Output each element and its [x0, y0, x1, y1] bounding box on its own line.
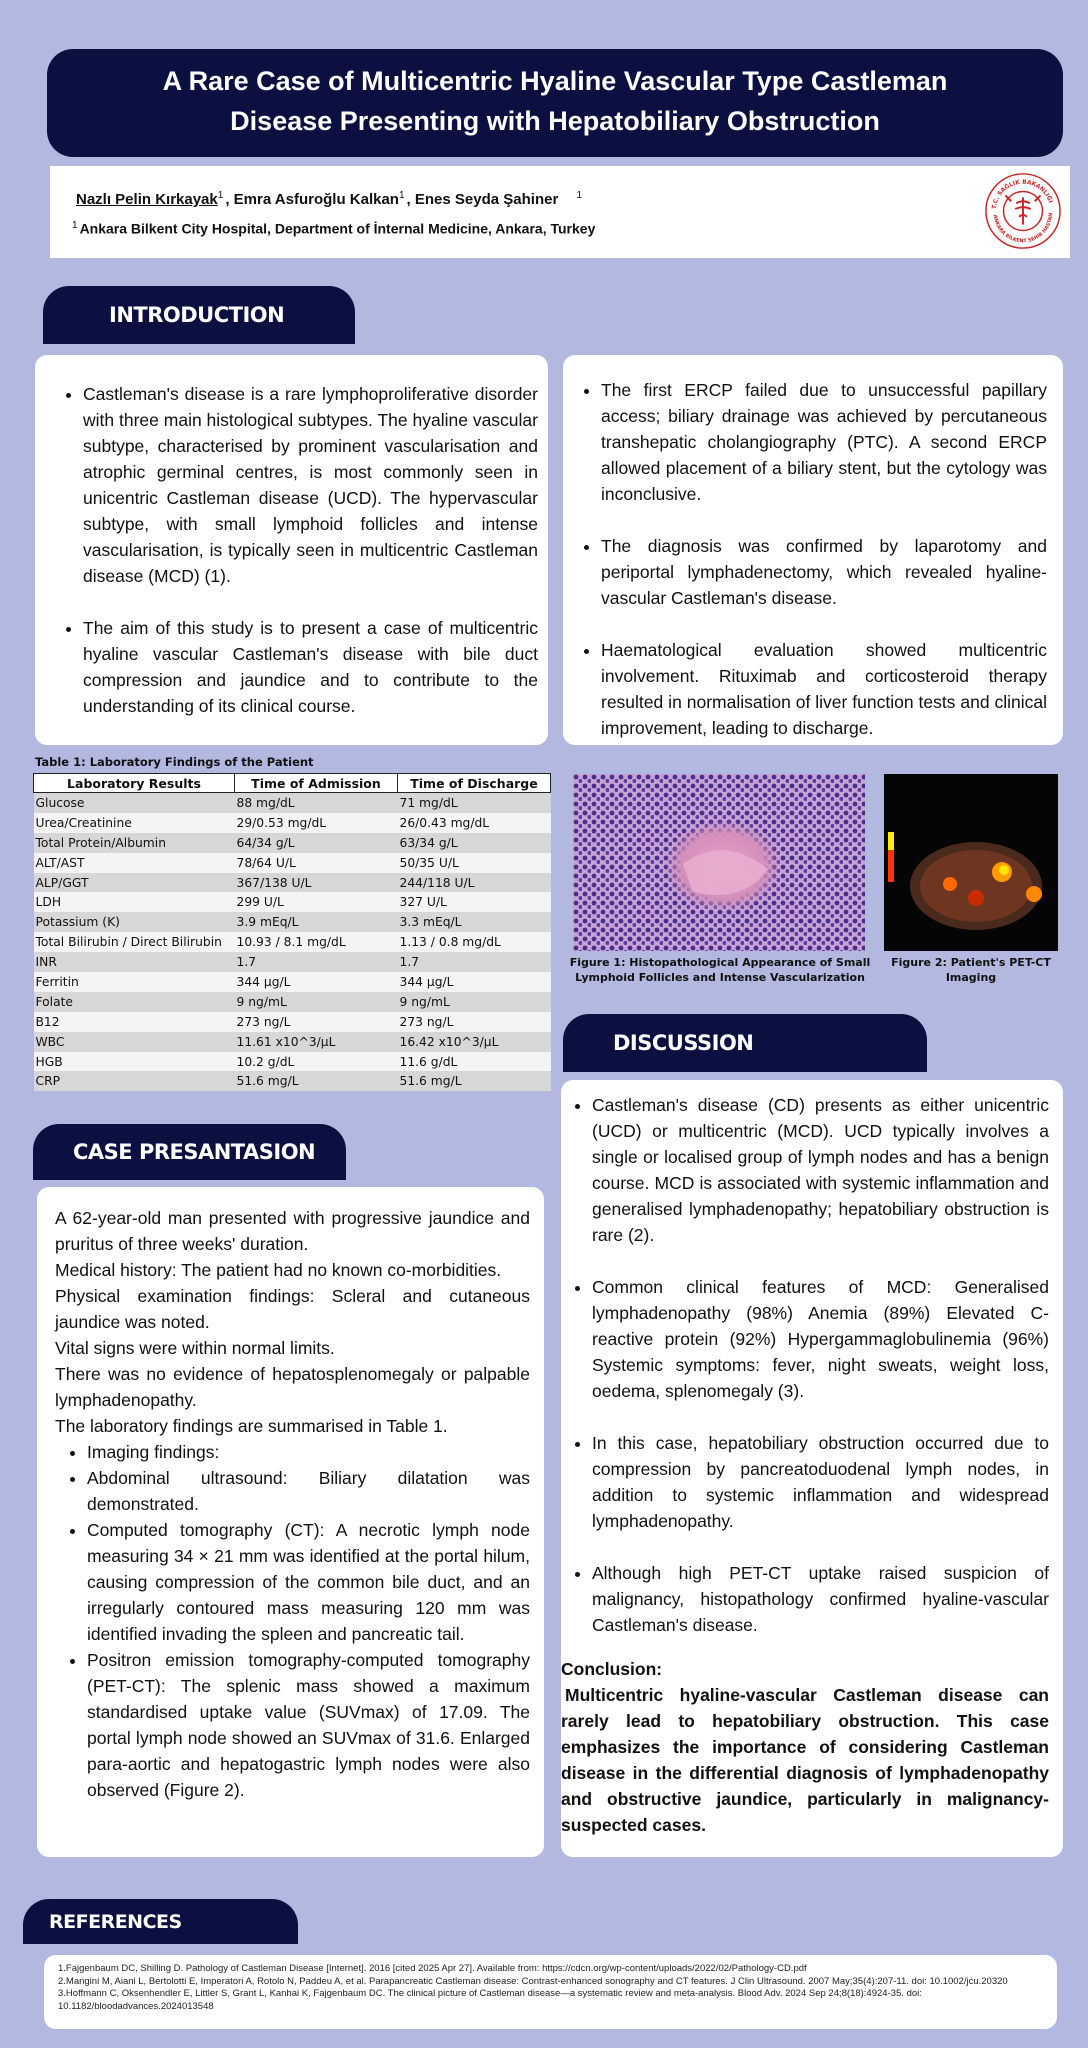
logo-text-bottom: ANKARA BİLKENT ŞEHİR HASTAN: [991, 212, 1055, 245]
table-cell: 10.93 / 8.1 mg/dL: [235, 932, 398, 952]
introduction-heading: INTRODUCTION: [43, 286, 355, 344]
table-cell: 1.7: [235, 952, 398, 972]
case-bullet-4: • Positron emission tomography-computed tomography (PET-CT): The splenic mass showed a maximum standardised uptake value (SUVmax) of 17.09. The portal lymph node showed an SUVmax of 31.6. Enlarged para-aortic and hepatogastric lymph nodes were also observed (Figure 2).: [87, 1647, 530, 1803]
references-heading: REFERENCES: [23, 1899, 298, 1944]
table-cell: 244/118 U/L: [398, 873, 551, 893]
table-row: [34, 972, 551, 992]
table-cell: 78/64 U/L: [235, 853, 398, 873]
table-cell: 26/0.43 mg/dL: [398, 813, 551, 833]
table-caption: Table 1: Laboratory Findings of the Patient: [35, 755, 314, 769]
table-cell: 344 µg/L: [235, 972, 398, 992]
affiliation: $^1$ Ankara Bilkent City Hospital, Department of İnternal Medicine, Ankara, Turkey: [72, 220, 596, 237]
case-line-5: There was no evidence of hepatosplenomegaly or palpable lymphadenopathy.: [55, 1364, 530, 1410]
table-cell: 16.42 x10^3/µL: [398, 1032, 551, 1052]
table-row: [34, 992, 551, 1012]
table-row: [34, 853, 551, 873]
table-cell: 9 ng/mL: [235, 992, 398, 1012]
case-line-1: A 62-year-old man presented with progressive jaundice and pruritus of three weeks' duration.: [55, 1208, 530, 1254]
table-cell: 1.7: [398, 952, 551, 972]
discussion-bullet-2: • Common clinical features of MCD: Generalised lymphadenopathy (98%) Anemia (89%) Elevated C-reactive protein (92%) Hypergammaglobulinemia (96%) Systemic symptoms: fever, night sweats, weight loss, oedema, splenomegaly (3).: [592, 1274, 1049, 1404]
table-row: [34, 952, 551, 972]
table-cell: ALP/GGT: [34, 873, 235, 893]
table-cell: CRP: [34, 1071, 235, 1091]
table-cell: Potassium (K): [34, 912, 235, 932]
figure-1-image: [573, 774, 865, 951]
intro-bullet-1: • Castleman's disease is a rare lymphoproliferative disorder with three main histological subtypes. The hyaline vascular subtype, characterised by prominent vascularisation and atrophic germinal centres, is most commonly seen in unicentric Castleman disease (UCD). The hypervascular subtype, with small lymphoid follicles and intense vascularisation, is typically seen in multicentric Castleman disease (MCD) (1).: [83, 381, 538, 589]
case-text: [55, 1205, 530, 1803]
table-cell: 88 mg/dL: [235, 793, 398, 813]
course-bullet-2: • The diagnosis was confirmed by laparotomy and periportal lymphadenectomy, which revealed hyaline-vascular Castleman's disease.: [601, 533, 1047, 611]
table-cell: HGB: [34, 1052, 235, 1072]
table-row: [34, 1032, 551, 1052]
table-row: [34, 873, 551, 893]
author-list: Nazlı Pelin Kırkayak$^1$ , Emra Asfuroğlu Kalkan$^1$ , Enes Seyda Şahiner $^1$: [76, 190, 583, 208]
figure-2-image: [884, 774, 1058, 951]
lab-findings-table: [33, 773, 551, 1091]
table-row: [34, 813, 551, 833]
conclusion: [561, 1656, 1049, 1838]
table-row: [34, 833, 551, 853]
case-line-6: The laboratory findings are summarised in Table 1.: [55, 1416, 448, 1436]
title-line-1: A Rare Case of Multicentric Hyaline Vascular Type Castleman: [162, 66, 948, 96]
case-bullet-2: • Abdominal ultrasound: Biliary dilatation was demonstrated.: [87, 1465, 530, 1517]
figure-2-caption: Figure 2: Patient's PET-CT Imaging: [891, 956, 1051, 984]
case-heading: CASE PRESANTASION: [33, 1124, 346, 1180]
references-card: [44, 1955, 1057, 2029]
logo-text-top: T.C. SAĞLIK BAKANLIĞI: [991, 179, 1053, 210]
discussion-heading: DISCUSSION: [563, 1014, 927, 1072]
author-1: Nazlı Pelin Kırkayak: [76, 191, 218, 208]
reference-3: 3.Hoffmann C, Oksenhendler E, Littler S, Grant L, Kanhai K, Fajgenbaum DC. The clinical picture of Castleman disease—a systematic review and meta-analysis. Blood Adv. 2024 Sep 24;8(18):4924-35. doi: 10.1182/bloodadvances.2024013548: [58, 1988, 922, 2012]
table-cell: 1.13 / 0.8 mg/dL: [398, 932, 551, 952]
table-cell: 273 ng/L: [398, 1012, 551, 1032]
case-line-2: Medical history: The patient had no known co-morbidities.: [55, 1260, 502, 1280]
case-line-4: Vital signs were within normal limits.: [55, 1338, 335, 1358]
table-row: [34, 1071, 551, 1091]
table-cell: WBC: [34, 1032, 235, 1052]
poster-title: [47, 49, 1063, 157]
introduction-card: [35, 355, 548, 745]
table-cell: INR: [34, 952, 235, 972]
author-3: Enes Seyda Şahiner: [414, 191, 559, 208]
clinical-course-card: [563, 355, 1063, 745]
course-bullet-3: • Haematological evaluation showed multicentric involvement. Rituximab and corticosteroid therapy resulted in normalisation of liver function tests and clinical improvement, leading to discharge.: [601, 637, 1047, 741]
figure-1-caption: Figure 1: Histopathological Appearance of Small Lymphoid Follicles and Intense Vascularization: [569, 956, 871, 984]
table-cell: B12: [34, 1012, 235, 1032]
table-cell: ALT/AST: [34, 853, 235, 873]
table-cell: 29/0.53 mg/dL: [235, 813, 398, 833]
table-cell: 3.3 mEq/L: [398, 912, 551, 932]
table-cell: 273 ng/L: [235, 1012, 398, 1032]
table-cell: 367/138 U/L: [235, 873, 398, 893]
table-row: [34, 892, 551, 912]
conclusion-label: Conclusion:: [561, 1659, 663, 1679]
table-cell: Total Protein/Albumin: [34, 833, 235, 853]
table-cell: Urea/Creatinine: [34, 813, 235, 833]
reference-2: 2.Mangini M, Aiani L, Bertolotti E, Imperatori A, Rotolo N, Paddeu A, et al. Parapancreatic Castleman disease: Contrast-enhanced sonography and CT features. J Clin Ultrasound. 2007 May;35(4):207-11. doi: 10.1002/jcu.20320: [58, 1975, 1008, 1987]
discussion-bullet-4: • Although high PET-CT uptake raised suspicion of malignancy, histopathology confirmed hyaline-vascular Castleman's disease.: [592, 1560, 1049, 1638]
table-cell: 51.6 mg/L: [398, 1071, 551, 1091]
intro-bullet-2: • The aim of this study is to present a case of multicentric hyaline vascular Castleman's disease with bile duct compression and jaundice and to contribute to the understanding of its clinical course.: [83, 615, 538, 719]
table-cell: 64/34 g/L: [235, 833, 398, 853]
pet-ct-image: [884, 774, 1058, 951]
table-cell: Total Bilirubin / Direct Bilirubin: [34, 932, 235, 952]
table-cell: 11.61 x10^3/µL: [235, 1032, 398, 1052]
table-cell: 10.2 g/dL: [235, 1052, 398, 1072]
table-cell: 63/34 g/L: [398, 833, 551, 853]
discussion-bullet-3: • In this case, hepatobiliary obstruction occurred due to compression by pancreatoduodenal lymph nodes, in addition to systemic inflammation and widespread lymphadenopathy.: [592, 1430, 1049, 1534]
author-2: Emra Asfuroğlu Kalkan: [233, 191, 399, 208]
table-header-discharge: Time of Discharge: [398, 774, 551, 793]
case-bullet-1: • Imaging findings:: [87, 1439, 530, 1465]
reference-1: 1.Fajgenbaum DC, Shilling D. Pathology of Castleman Disease [Internet]. 2016 [cited 2025 Apr 27]. Available from: https://cdcn.org/wp-content/uploads/2022/02/Pathology-CD.pdf: [58, 1963, 807, 1974]
table-cell: 299 U/L: [235, 892, 398, 912]
histopathology-image: [573, 774, 865, 951]
case-card: [37, 1187, 544, 1857]
table-header-test: Laboratory Results: [34, 774, 235, 793]
case-bullet-3: • Computed tomography (CT): A necrotic lymph node measuring 34 × 21 mm was identified at the portal hilum, causing compression of the common bile duct, and an irregularly contoured mass measuring 120 mm was identified invading the spleen and pancreatic tail.: [87, 1517, 530, 1647]
table-row: [34, 793, 551, 813]
table-cell: 51.6 mg/L: [235, 1071, 398, 1091]
table-cell: 71 mg/dL: [398, 793, 551, 813]
table-cell: 3.9 mEq/L: [235, 912, 398, 932]
table-cell: Folate: [34, 992, 235, 1012]
table-cell: 327 U/L: [398, 892, 551, 912]
course-bullet-1: • The first ERCP failed due to unsuccessful papillary access; biliary drainage was achieved by percutaneous transhepatic cholangiography (PTC). A second ERCP allowed placement of a biliary stent, but the cytology was inconclusive.: [601, 377, 1047, 507]
table-cell: 50/35 U/L: [398, 853, 551, 873]
table-header-admission: Time of Admission: [235, 774, 398, 793]
table-cell: 11.6 g/dL: [398, 1052, 551, 1072]
hospital-logo: [984, 172, 1062, 250]
case-line-3: Physical examination findings: Scleral and cutaneous jaundice was noted.: [55, 1286, 530, 1332]
title-line-2: Disease Presenting with Hepatobiliary Obstruction: [230, 106, 880, 136]
discussion-bullet-1: • Castleman's disease (CD) presents as either unicentric (UCD) or multicentric (MCD). UCD typically involves a single or localised group of lymph nodes and has a benign course. MCD is associated with systemic inflammation and generalised lymphadenopathy; hepatobiliary obstruction is rare (2).: [592, 1092, 1049, 1248]
table-cell: 344 µg/L: [398, 972, 551, 992]
author-bar: [50, 166, 1070, 258]
table-cell: LDH: [34, 892, 235, 912]
table-cell: 9 ng/mL: [398, 992, 551, 1012]
table-cell: Ferritin: [34, 972, 235, 992]
table-row: [34, 912, 551, 932]
table-row: [34, 1052, 551, 1072]
discussion-card: [561, 1080, 1063, 1857]
conclusion-text: Multicentric hyaline-vascular Castleman disease can rarely lead to hepatobiliary obstruction. This case emphasizes the importance of considering Castleman disease in the differential diagnosis of lymphadenopathy and obstructive jaundice, particularly in malignancy-suspected cases.: [561, 1685, 1049, 1835]
table-row: [34, 1012, 551, 1032]
table-cell: Glucose: [34, 793, 235, 813]
table-row: [34, 932, 551, 952]
